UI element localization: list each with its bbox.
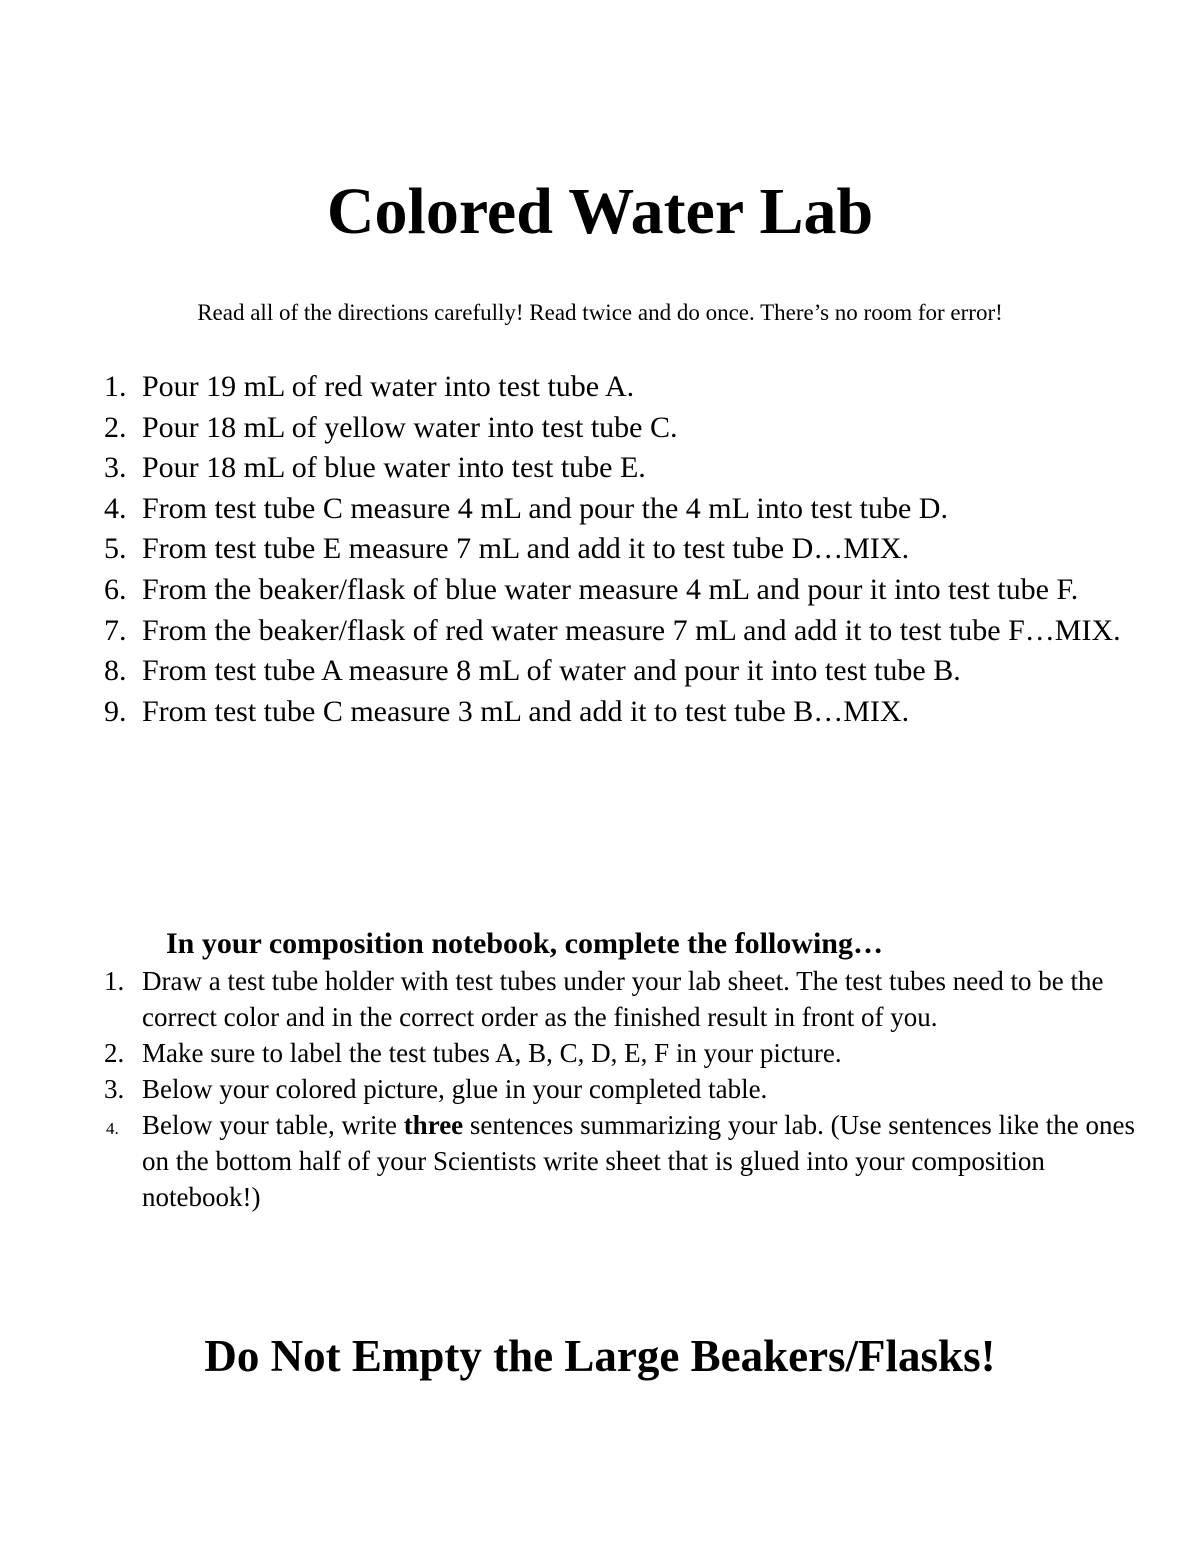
lab-step <box>100 570 1130 611</box>
step-number: 5. <box>104 532 127 566</box>
lab-steps-list <box>100 367 1130 732</box>
step-text: Pour 19 mL of red water into test tube A. <box>142 370 635 403</box>
lab-step <box>100 448 1130 489</box>
step-text: Pour 18 mL of yellow water into test tube C. <box>142 410 678 444</box>
task-number: 3. <box>104 1074 125 1104</box>
lab-step <box>100 529 1130 570</box>
step-text: From test tube E measure 7 mL and add it to test tube D…MIX. <box>142 532 910 566</box>
instructions-note: Read all of the directions carefully! Read twice and do once. There’s no room for error! <box>197 300 1003 325</box>
task-number: 2. <box>104 1038 125 1068</box>
step-text: From test tube A measure 8 mL of water and pour it into test tube B. <box>142 654 961 688</box>
notebook-task <box>100 1107 1140 1215</box>
step-number: 4. <box>104 491 127 525</box>
notebook-task <box>100 963 1140 1035</box>
step-number: 2. <box>104 410 127 444</box>
task-text: Below your colored picture, glue in your completed table. <box>142 1074 768 1104</box>
lab-step <box>100 651 1130 692</box>
task-text: Draw a test tube holder with test tubes under your lab sheet. The test tubes need to be the correct color and in the correct order as the finished result in front of you. <box>142 966 1104 1032</box>
page-title: Colored Water Lab <box>326 175 874 248</box>
step-text: Pour 18 mL of blue water into test tube E. <box>142 451 646 485</box>
task-text-end: sentences summarizing your lab. (Use sentences like the ones on the bottom half of your Scientists write sheet that is glued into your composition notebook!) <box>142 1110 1135 1212</box>
step-text: From the beaker/flask of red water measure 7 mL and add it to test tube F…MIX. <box>142 613 1121 647</box>
task-text-start: Below your table, write <box>142 1110 404 1140</box>
task-number: 1. <box>104 966 125 996</box>
step-number: 7. <box>104 613 127 647</box>
step-number: 9. <box>104 694 127 728</box>
lab-step <box>100 611 1130 652</box>
step-number: 3. <box>104 451 127 485</box>
step-text: From test tube C measure 4 mL and pour the 4 mL into test tube D. <box>142 491 948 525</box>
step-text: From the beaker/flask of blue water measure 4 mL and pour it into test tube F. <box>142 572 1079 606</box>
task-text-emphasis: three <box>403 1110 464 1140</box>
notebook-task <box>100 1035 1140 1071</box>
lab-step <box>100 692 1130 733</box>
warning-footer: Do Not Empty the Large Beakers/Flasks! <box>204 1331 996 1381</box>
notebook-tasks-list <box>100 963 1140 1215</box>
lab-step <box>100 367 1130 408</box>
notebook-heading: In your composition notebook, complete the following… <box>166 927 883 960</box>
task-number: 4. <box>106 1119 119 1138</box>
notebook-task <box>100 1071 1140 1107</box>
lab-step <box>100 408 1130 449</box>
task-text: Make sure to label the test tubes A, B, C, D, E, F in your picture. <box>142 1038 842 1068</box>
lab-step <box>100 489 1130 530</box>
step-number: 6. <box>104 572 127 606</box>
step-number: 1. <box>104 370 127 403</box>
step-number: 8. <box>104 654 127 688</box>
step-text: From test tube C measure 3 mL and add it to test tube B…MIX. <box>142 694 910 728</box>
